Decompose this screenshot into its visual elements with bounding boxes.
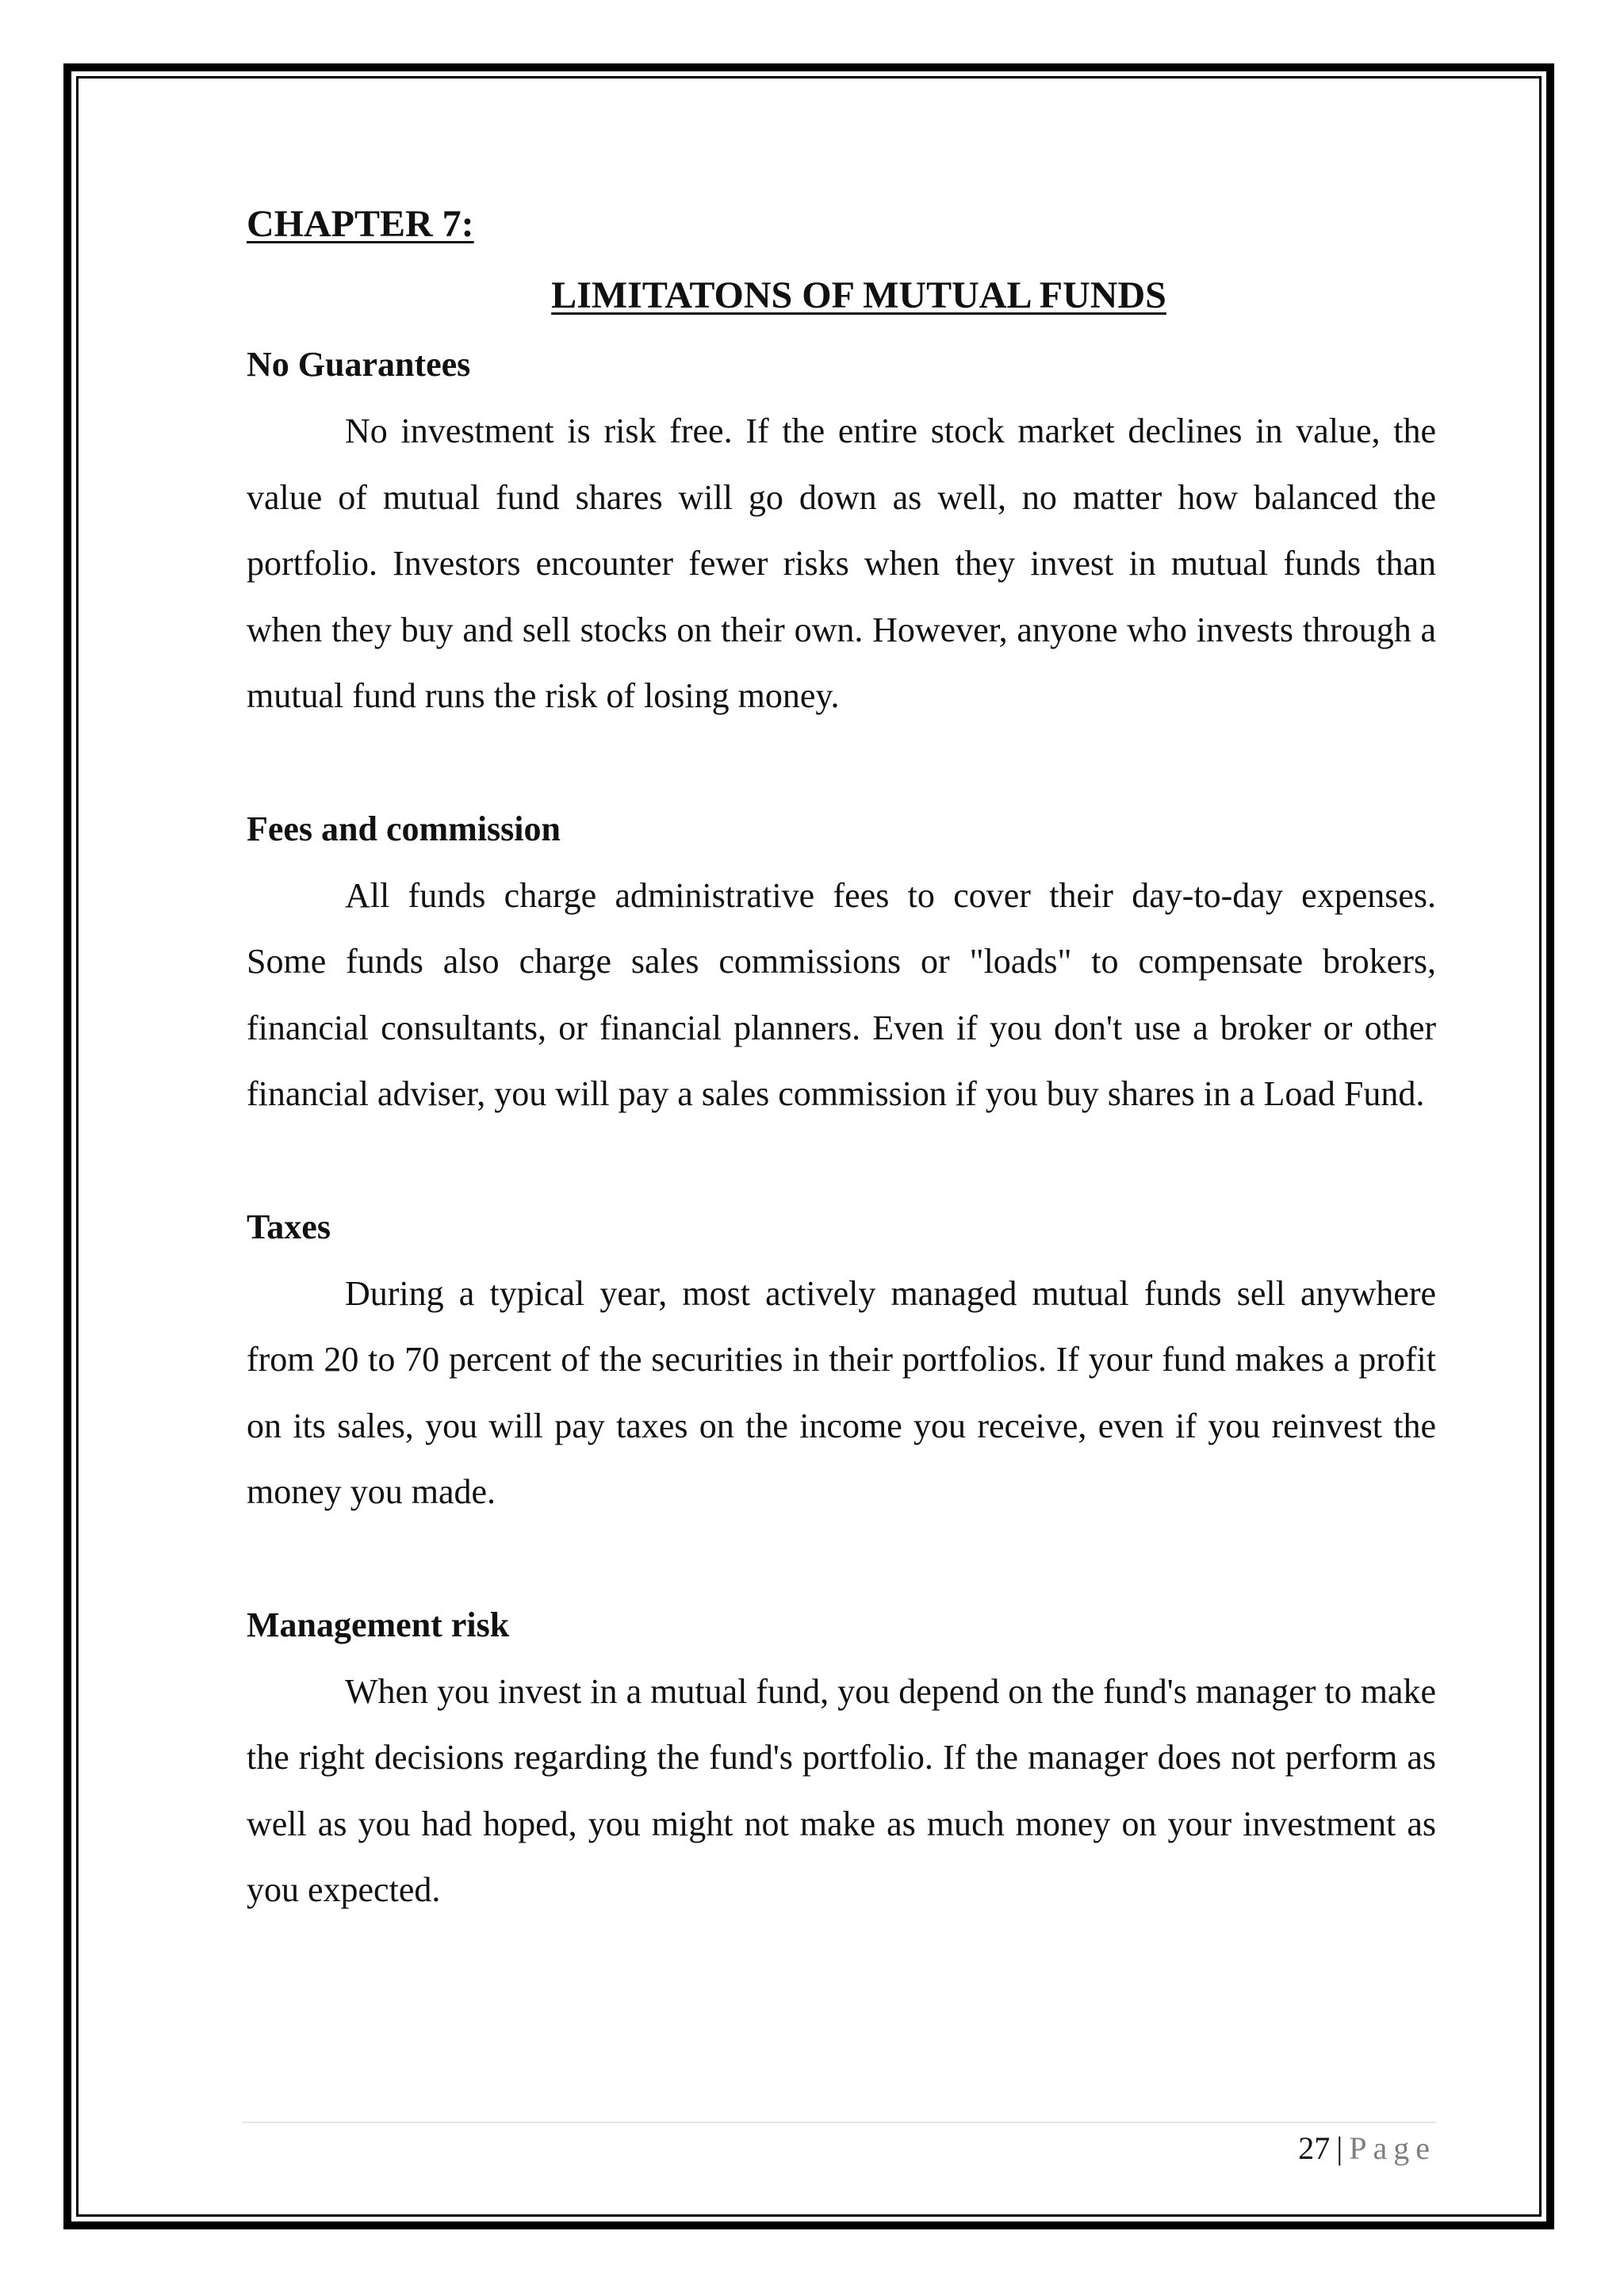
footer-divider: [242, 2122, 1436, 2123]
section-body: No investment is risk free. If the entire stock market declines in value, the value of mutual fund shares will go down as well, no matter how balanced the portfolio. Investors encounter fewer risks when they invest in mutual funds than when they buy and sell stocks on their own. However, anyone who invests through a mutual fund runs the risk of losing money.: [247, 411, 1436, 715]
section-spacer: [247, 1525, 1436, 1592]
section-heading: Taxes: [247, 1207, 331, 1246]
footer-separator: |: [1336, 2130, 1343, 2166]
section-body: During a typical year, most actively managed mutual funds sell anywhere from 20 to 70 percent of the securities in their portfolios. If your fund makes a profit on its sales, you will pay taxes on the income you receive, even if you reinvest the money you made.: [247, 1273, 1436, 1511]
section-fees-and-commission: [247, 796, 1436, 1127]
page-content: [247, 189, 1436, 1923]
page-footer: [1298, 2125, 1436, 2172]
section-heading: Fees and commission: [247, 809, 561, 848]
section-spacer: [247, 729, 1436, 796]
section-heading: No Guarantees: [247, 345, 471, 384]
chapter-label: CHAPTER 7:: [247, 203, 474, 245]
section-management-risk: [247, 1592, 1436, 1923]
section-body: When you invest in a mutual fund, you depend on the fund's manager to make the right decisions regarding the fund's portfolio. If the manager does not perform as well as you had hoped, you might not make as much money on your investment as you expected.: [247, 1671, 1436, 1909]
section-no-guarantees: [247, 331, 1436, 729]
chapter-title: LIMITATONS OF MUTUAL FUNDS: [551, 274, 1166, 316]
section-taxes: [247, 1194, 1436, 1525]
section-spacer: [247, 1127, 1436, 1194]
page-label: Page: [1349, 2130, 1436, 2166]
section-body: All funds charge administrative fees to cover their day-to-day expenses. Some funds also charge sales commissions or "loads" to compensate brokers, financial consultants, or financial planners. Even if you don't use a broker or other financial adviser, you will pay a sales commission if you buy shares in a Load Fund.: [247, 875, 1436, 1113]
section-heading: Management risk: [247, 1605, 510, 1644]
page-number: 27: [1298, 2130, 1331, 2166]
